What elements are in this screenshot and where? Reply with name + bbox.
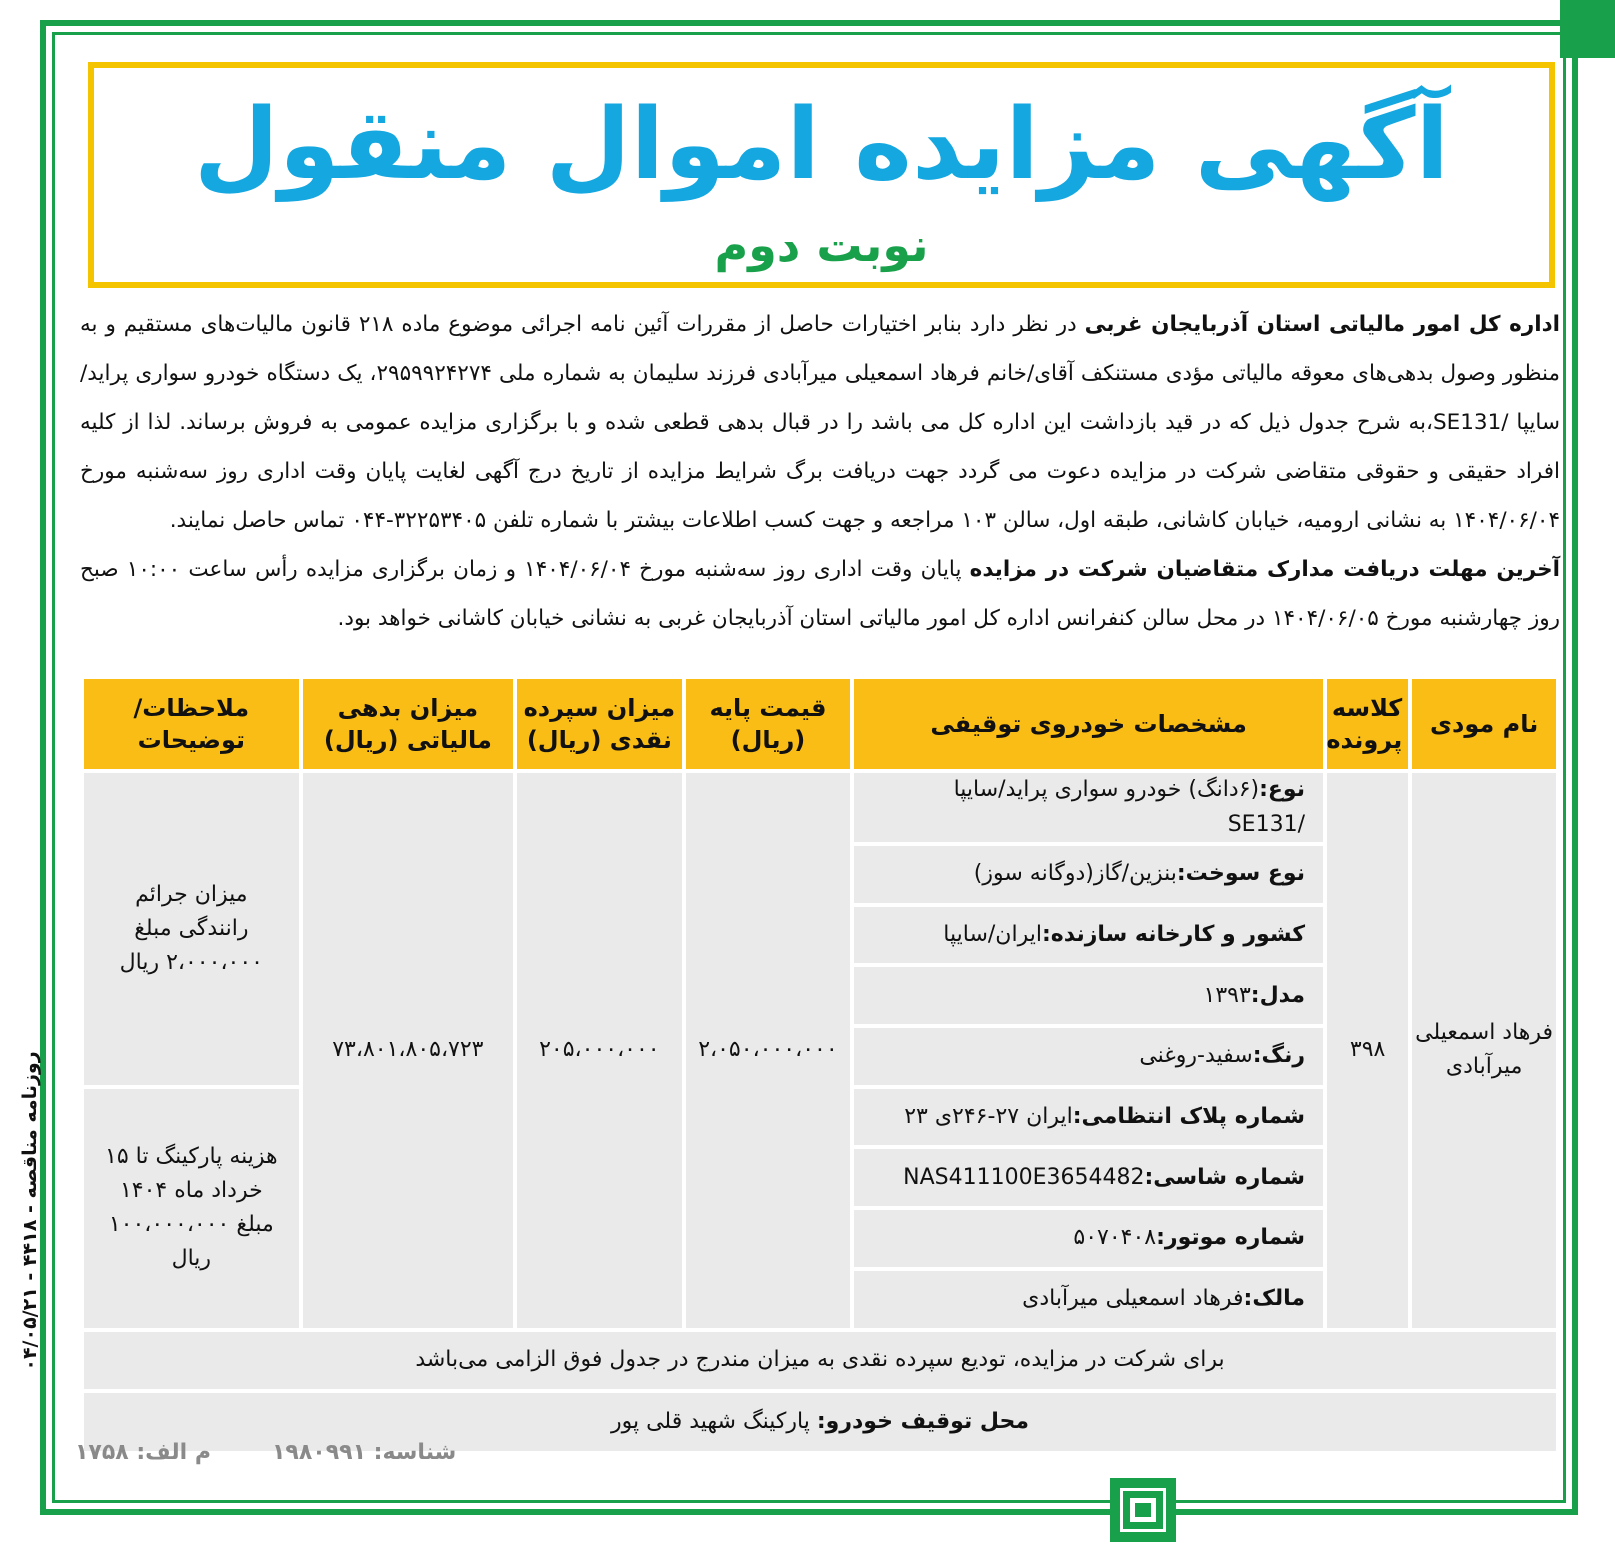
cell-deposit: ۲۰۵،۰۰۰،۰۰۰	[517, 773, 682, 1328]
table-row	[84, 773, 1556, 842]
spec-label: کشور و کارخانه سازنده:	[1041, 922, 1305, 948]
emblem-core	[1130, 1498, 1156, 1522]
paragraph-1-bold: اداره کل امور مالیاتی استان آذربایجان غربی	[1084, 312, 1560, 337]
spec-plate	[854, 1089, 1323, 1146]
cell-name: فرهاد اسمعیلی میرآبادی	[1412, 773, 1556, 1328]
deposit-note: برای شرکت در مزایده، تودیع سپرده نقدی به میزان مندرج در جدول فوق الزامی می‌باشد	[84, 1332, 1556, 1390]
cell-base-price: ۲،۰۵۰،۰۰۰،۰۰۰	[686, 773, 851, 1328]
spec-value: سفید-روغنی	[1139, 1043, 1253, 1069]
notice-body	[80, 300, 1560, 643]
spec-maker	[854, 907, 1323, 964]
side-newspaper-label	[0, 1050, 52, 1380]
header-tax-debt: میزان بدهی مالیاتی (ریال)	[303, 679, 513, 769]
header-specs: مشخصات خودروی توقیفی	[854, 679, 1323, 769]
footer-id: شناسه: ۱۹۸۰۹۹۱	[272, 1440, 457, 1465]
notice-title: آگهی مزایده اموال منقول	[193, 88, 1450, 202]
bottom-emblem-icon	[1110, 1478, 1176, 1542]
header-deposit: میزان سپرده نقدی (ریال)	[517, 679, 682, 769]
location-label: محل توقیف خودرو:	[816, 1409, 1030, 1435]
header-base-price: قیمت پایه (ریال)	[686, 679, 851, 769]
table-header-row	[84, 679, 1556, 769]
cell-note-fines: میزان جرائم رانندگی مبلغ ۲،۰۰۰،۰۰۰ ریال	[84, 773, 299, 1085]
spec-label: رنگ:	[1252, 1043, 1305, 1069]
title-box	[88, 62, 1555, 288]
paragraph-2-text: پایان وقت اداری روز سه‌شنبه مورخ ۱۴۰۴/۰۶/۰۴ و زمان برگزاری مزایده رأس ساعت ۱۰:۰۰ صبح روز چهارشنبه مورخ ۱۴۰۴/۰۶/۰۵ در محل سالن کنفرانس اداره کل امور مالیاتی استان آذربایجان غربی به نشانی خیابان کاشانی خواهد بود.	[80, 557, 1560, 631]
spec-color	[854, 1028, 1323, 1085]
spec-value: (۶دانگ) خودرو سواری پراید/سایپا /SE131	[953, 777, 1305, 837]
spec-value: ایران/سایپا	[943, 922, 1042, 948]
spec-model	[854, 967, 1323, 1024]
cell-tax-debt: ۷۳،۸۰۱،۸۰۵،۷۲۳	[303, 773, 513, 1328]
paragraph-2	[80, 545, 1560, 643]
spec-label: شماره شاسی:	[1144, 1164, 1305, 1190]
spec-chassis	[854, 1149, 1323, 1206]
footer-code: م الف: ۱۷۵۸	[75, 1440, 211, 1465]
spec-value: ۱۳۹۳	[1203, 982, 1251, 1008]
corner-decoration	[1560, 0, 1615, 58]
spec-label: نوع سوخت:	[1176, 861, 1305, 887]
spec-label: نوع:	[1259, 777, 1305, 803]
header-name: نام مودی	[1412, 679, 1556, 769]
paragraph-1-text: در نظر دارد بنابر اختیارات حاصل از مقررات آئین نامه اجرائی موضوع ماده ۲۱۸ قانون مالیات‌های مستقیم و به منظور وصول بدهی‌های معوقه مالیاتی مؤدی مستنکف آقای/خانم فرهاد اسمعیلی میرآبادی فرزند سلیمان به شماره ملی ۲۹۵۹۹۲۴۲۷۴، یک دستگاه خودرو سواری پراید/سایپا /SE131،به شرح جدول ذیل که در قید بازداشت این اداره کل می باشد را در قبال بدهی قطعی شده و با برگزاری مزایده عمومی به فروش برساند. لذا از کلیه افراد حقیقی و حقوقی متقاضی شرکت در مزایده دعوت می گردد جهت دریافت برگ شرایط مزایده از تاریخ درج آگهی لغایت پایان وقت اداری روز سه‌شنبه مورخ ۱۴۰۴/۰۶/۰۴ به نشانی ارومیه، خیابان کاشانی، طبقه اول، سالن ۱۰۳ مراجعه و جهت کسب اطلاعات بیشتر با شماره تلفن ۳۲۲۵۳۴۰۵-۰۴۴ تماس حاصل نمایند.	[80, 312, 1560, 533]
header-file: کلاسه پرونده	[1327, 679, 1408, 769]
spec-label: شماره موتور:	[1156, 1225, 1305, 1251]
spec-label: مالک:	[1243, 1286, 1305, 1312]
spec-value: NAS411100E3654482	[903, 1164, 1145, 1190]
spec-fuel	[854, 846, 1323, 903]
spec-owner	[854, 1271, 1323, 1328]
cell-note-parking: هزینه پارکینگ تا ۱۵ خرداد ماه ۱۴۰۴ مبلغ ۱۰۰،۰۰۰،۰۰۰ ریال	[84, 1089, 299, 1328]
spec-engine	[854, 1210, 1323, 1267]
spec-value: فرهاد اسمعیلی میرآبادی	[1022, 1286, 1244, 1312]
spec-label: شماره پلاک انتظامی:	[1072, 1104, 1305, 1130]
cell-file: ۳۹۸	[1327, 773, 1408, 1328]
spec-value: ۵۰۷۰۴۰۸	[1073, 1225, 1157, 1251]
side-text: روزنامه مناقصه - ۴۴۱۸ - ۰۴/۰۵/۲۱	[19, 1051, 41, 1371]
paragraph-1	[80, 300, 1560, 545]
auction-table	[80, 675, 1560, 1455]
spec-type	[854, 773, 1323, 842]
spec-value: ایران ۲۷-۲۴۶ی ۲۳	[904, 1104, 1073, 1130]
location-value: پارکینگ شهید قلی پور	[610, 1409, 810, 1435]
table-row	[84, 1332, 1556, 1390]
spec-label: مدل:	[1250, 982, 1305, 1008]
notice-subtitle: نوبت دوم	[714, 218, 929, 272]
header-notes: ملاحظات/ توضیحات	[84, 679, 299, 769]
paragraph-2-bold: آخرین مهلت دریافت مدارک متقاضیان شرکت در مزایده	[969, 557, 1560, 582]
spec-value: بنزین/گاز(دوگانه سوز)	[973, 861, 1177, 887]
